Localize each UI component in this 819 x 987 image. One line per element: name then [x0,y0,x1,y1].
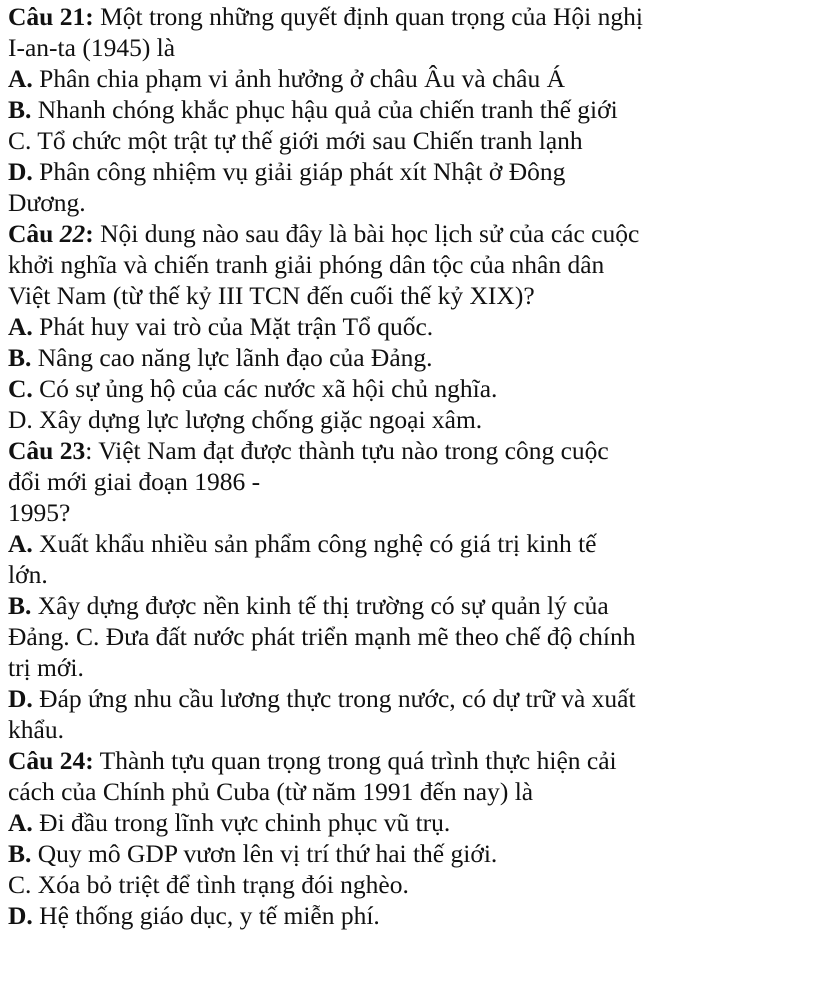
question-24-stem-line-1: Câu 24: Thành tựu quan trọng trong quá trình thực hiện cải [8,746,617,775]
question-21-option-b: B. Nhanh chóng khắc phục hậu quả của chiến tranh thế giới [8,95,618,124]
question-22-option-a: A. Phát huy vai trò của Mặt trận Tổ quốc. [8,312,434,341]
question-21-option-c: C. Tổ chức một trật tự thế giới mới sau Chiến tranh lạnh [8,126,583,155]
question-23-option-a: A. Xuất khẩu nhiều sản phẩm công nghệ có giá trị kinh tế [8,529,597,558]
question-23-option-b-cont: Đảng. C. Đưa đất nước phát triển mạnh mẽ theo chế độ chính [8,622,636,651]
question-22-option-b: B. Nâng cao năng lực lãnh đạo của Đảng. [8,343,433,372]
question-23-stem-line-2: đổi mới giai đoạn 1986 - [8,467,261,496]
question-21-stem-line-1: Câu 21: Một trong những quyết định quan trọng của Hội nghị [8,2,643,31]
question-24-label: Câu 24: [8,746,94,775]
question-23-option-d: D. Đáp ứng nhu cầu lương thực trong nước, có dự trữ và xuất [8,684,636,713]
question-24-option-b: B. Quy mô GDP vươn lên vị trí thứ hai thế giới. [8,839,498,868]
question-23-option-a-cont: lớn. [8,560,48,589]
question-24-option-d: D. Hệ thống giáo dục, y tế miễn phí. [8,901,380,930]
question-23-label: Câu 23 [8,436,86,465]
question-22-label: Câu 22: [8,219,94,248]
question-22 [8,218,813,435]
question-21-stem-line-2: I-an-ta (1945) là [8,33,176,62]
question-23-option-d-cont: khẩu. [8,715,64,744]
question-22-option-c: C. Có sự ủng hộ của các nước xã hội chủ nghĩa. [8,374,498,403]
question-21 [8,1,813,218]
question-23 [8,435,813,745]
question-21-option-a: A. Phân chia phạm vi ảnh hưởng ở châu Âu và châu Á [8,64,566,93]
question-22-stem-line-3: Việt Nam (từ thế kỷ III TCN đến cuối thế kỷ XIX)? [8,281,535,310]
question-23-option-b-cont-2: trị mới. [8,653,84,682]
question-22-stem-line-1: Câu 22: Nội dung nào sau đây là bài học lịch sử của các cuộc [8,219,640,248]
question-24-stem-line-2: cách của Chính phủ Cuba (từ năm 1991 đến nay) là [8,777,534,806]
question-21-label: Câu 21: [8,2,94,31]
question-23-stem-line-3: 1995? [8,498,71,527]
question-21-option-d: D. Phân công nhiệm vụ giải giáp phát xít Nhật ở Đông [8,157,566,186]
exam-page [8,1,813,931]
question-24-option-c: C. Xóa bỏ triệt để tình trạng đói nghèo. [8,870,409,899]
question-23-option-b: B. Xây dựng được nền kinh tế thị trường có sự quản lý của [8,591,609,620]
question-22-option-d: D. Xây dựng lực lượng chống giặc ngoại xâm. [8,405,483,434]
question-21-option-d-cont: Dương. [8,188,86,217]
question-24 [8,745,813,931]
question-22-stem-line-2: khởi nghĩa và chiến tranh giải phóng dân tộc của nhân dân [8,250,605,279]
question-23-stem-line-1: Câu 23: Việt Nam đạt được thành tựu nào trong công cuộc [8,436,609,465]
question-24-option-a: A. Đi đầu trong lĩnh vực chinh phục vũ trụ. [8,808,451,837]
